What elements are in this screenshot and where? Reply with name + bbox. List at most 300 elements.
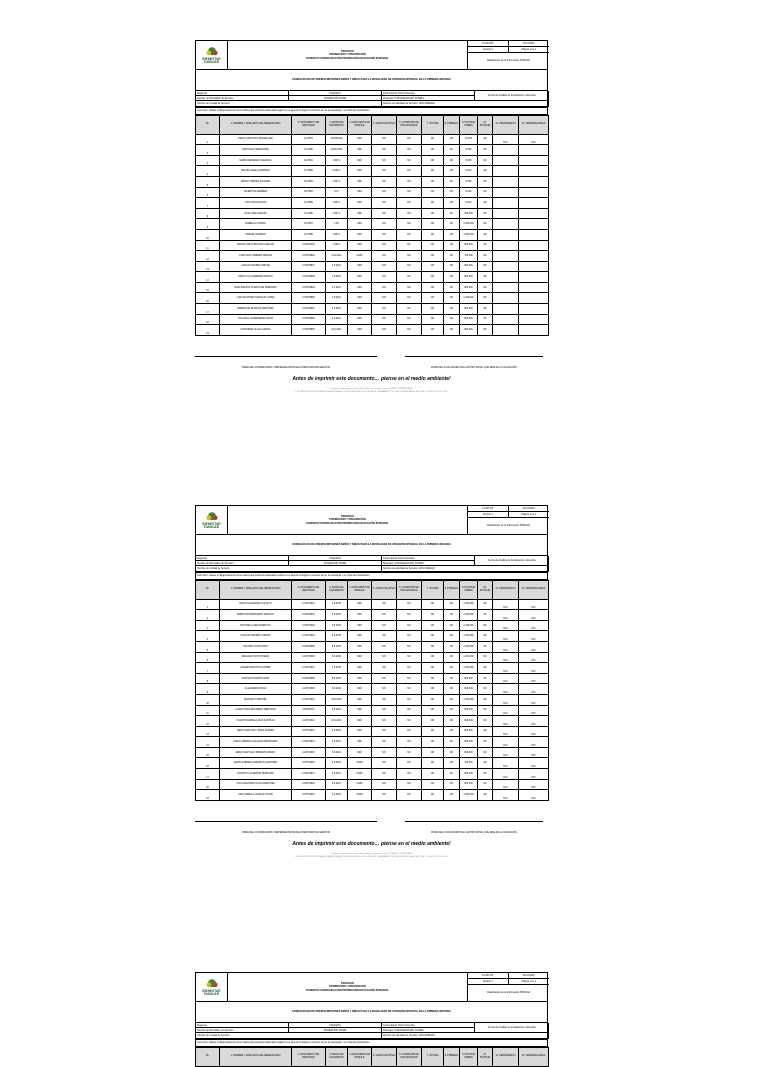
table-cell: NINI — [348, 620, 372, 631]
row-number: 15 — [196, 747, 220, 758]
operador-label: Nombre del Prestador del Servicio — [196, 1028, 289, 1033]
column-header: 4. DESCUENTO DE PROFILE — [348, 1047, 372, 1066]
table-cell: NO — [397, 663, 422, 674]
table-cell: NO — [444, 747, 460, 758]
table-cell — [493, 176, 519, 187]
table-cell: 800.000 — [460, 726, 478, 737]
table-cell: NO — [372, 293, 397, 304]
table-cell: NO — [397, 610, 422, 621]
table-cell: NO — [422, 599, 444, 610]
info-grid — [195, 1023, 548, 1040]
column-header: 6. CONDICIÓN DE DISCAPACIDAD — [397, 580, 422, 599]
table-cell: NO — [493, 631, 519, 642]
table-cell: NO — [478, 620, 493, 631]
table-cell: NO — [397, 726, 422, 737]
format-title: FORMATO CONSOLIDACIÓN PROMOCIÓN EDUCACIÓN INTEGRAL — [305, 988, 390, 992]
table-cell: NO — [478, 272, 493, 283]
table-cell: NO — [422, 779, 444, 790]
process-label: PROCESO — [341, 49, 354, 53]
table-row — [196, 176, 549, 187]
table-cell: 4.8.2019 — [326, 631, 348, 642]
table-cell: CNAP — [348, 779, 372, 790]
table-cell: 1.807.1 — [326, 208, 348, 219]
table-cell: NO — [519, 747, 549, 758]
column-header: 9. PUNTAJE SISBEN — [460, 115, 478, 134]
table-cell: NO — [422, 673, 444, 684]
table-cell: NO — [422, 726, 444, 737]
format-title: FORMATO CONSOLIDACIÓN PROMOCIÓN EDUCACIÓN INTEGRAL — [305, 56, 390, 60]
table-cell: NO — [397, 684, 422, 695]
table-cell: 800.000 — [460, 325, 478, 336]
header-meta — [468, 506, 549, 534]
table-cell: NO — [397, 134, 422, 145]
table-cell: 2.001.2 — [326, 166, 348, 177]
table-cell: NO — [397, 208, 422, 219]
table-cell: NO — [422, 747, 444, 758]
regional-value: CAQUETÁ — [289, 91, 382, 96]
table-cell: 1117882 — [292, 166, 326, 177]
row-number: 1 — [196, 599, 220, 610]
table-cell: NO — [444, 304, 460, 315]
row-number: 13 — [196, 726, 220, 737]
header-title-block — [228, 41, 468, 69]
column-header: 9. PUNTAJE SISBEN — [460, 580, 478, 599]
table-cell: 9.8.2019 — [326, 684, 348, 695]
column-header: 7. VÍCTIMA — [422, 115, 444, 134]
table-cell: NO — [422, 758, 444, 769]
table-cell: NO — [422, 663, 444, 674]
table-cell: NO — [478, 652, 493, 663]
row-number: 7 — [196, 663, 220, 674]
table-cell: NO — [478, 737, 493, 748]
header-meta — [468, 973, 549, 1001]
table-cell — [519, 229, 549, 240]
table-cell — [519, 187, 549, 198]
row-number: 14 — [196, 272, 220, 283]
beneficiary-name: NICOLAS ANDRÉS CUESTA — [220, 631, 292, 642]
table-cell: 23.4.2021 — [326, 325, 348, 336]
document-header — [195, 972, 548, 1002]
table-cell: NINI — [348, 641, 372, 652]
beneficiary-name: YUDI VALENTINA OLAYA MARTÍNEZ — [220, 779, 292, 790]
table-cell: NINI — [348, 198, 372, 209]
beneficiary-name: DIEGO LIBARDO SALAZAR HERNÁNDEZ — [220, 737, 292, 748]
row-number: 1 — [196, 134, 220, 145]
table-cell: NO — [397, 176, 422, 187]
beneficiary-name: DANNA LISETH MOLINA CUELLAR — [220, 240, 292, 251]
instructions-note: Instructivo: Indique el diligenciamiento de los datos para productos planteados registro a en atención integral en servicios de ser de descargar o en cifras de Focalización. — [195, 108, 548, 115]
table-row — [196, 684, 549, 695]
table-cell: NINI — [348, 304, 372, 315]
table-row — [196, 145, 549, 156]
table-header-row — [196, 115, 549, 134]
column-header: 9. PUNTAJE SISBEN — [460, 1047, 478, 1066]
table-cell: 1117879003 — [292, 620, 326, 631]
format-title: FORMATO CONSOLIDACIÓN PROMOCIÓN EDUCACIÓN INTEGRAL — [305, 521, 390, 525]
table-cell: 1.200.000 — [460, 620, 478, 631]
table-cell: NO — [397, 758, 422, 769]
column-header: 10. PUNTAJE — [478, 115, 493, 134]
table-cell: NO — [444, 631, 460, 642]
table-cell: NO — [478, 599, 493, 610]
beneficiary-name: MIGUEL ANGEL QUEVEDO — [220, 166, 292, 177]
column-header: 2. DOCUMENTO DE IDENTIDAD — [292, 1047, 326, 1066]
table-cell: NO — [372, 769, 397, 780]
table-cell: NO — [397, 737, 422, 748]
table-cell — [519, 176, 549, 187]
table-cell: NO — [478, 155, 493, 166]
table-cell: NO — [493, 134, 519, 145]
table-cell: NO — [397, 272, 422, 283]
table-cell: 7.9.2021 — [326, 293, 348, 304]
table-cell: NO — [422, 176, 444, 187]
table-row — [196, 229, 549, 240]
beneficiary-name: MARIANA CÓRDOBA — [220, 694, 292, 705]
table-cell: NO — [519, 716, 549, 727]
row-number: 9 — [196, 219, 220, 230]
table-cell: 25/03/2019 — [326, 134, 348, 145]
table-row — [196, 758, 549, 769]
process-label: PROCESO — [341, 981, 354, 985]
table-cell: NO — [372, 145, 397, 156]
form-title: CONSOLIDADO DE PREINSCRIPCIONES NIÑOS Y NIÑAS PARA LA MODALIDAD DE ATENCIÓN INTEGRAL EN LA PRIMERA INFANCIA — [195, 535, 548, 556]
subprocess-label: PROMOCIÓN Y PREVENCIÓN — [329, 985, 366, 989]
document-header — [195, 40, 548, 70]
table-cell: 1117879008 — [292, 673, 326, 684]
table-cell: NO — [493, 599, 519, 610]
table-cell: NO — [478, 219, 493, 230]
table-cell: NO — [478, 779, 493, 790]
table-cell: NINI — [348, 145, 372, 156]
table-cell: NO — [422, 187, 444, 198]
operador-label: Nombre del Prestador del Servicio — [196, 96, 289, 101]
table-cell: NO — [478, 251, 493, 262]
table-cell: CNAP — [348, 769, 372, 780]
table-cell: NO — [372, 166, 397, 177]
table-cell: NINI — [348, 716, 372, 727]
regional-value: CAQUETÁ — [289, 556, 382, 561]
table-cell: NO — [372, 155, 397, 166]
centro-zonal: Centro Zonal: Norte Florencia — [382, 91, 475, 96]
code-label: F1.MO.PP — [468, 506, 509, 511]
table-cell: 1117879017 — [292, 769, 326, 780]
centro-zonal: Centro Zonal: Norte Florencia — [382, 556, 475, 561]
beneficiary-name: ISABELLA CASTRO — [220, 219, 292, 230]
row-number: 4 — [196, 631, 220, 642]
table-cell: NO — [422, 684, 444, 695]
table-cell: NO — [397, 240, 422, 251]
column-header: 12. OBSERVACIONES — [519, 115, 549, 134]
table-cell: 1117884 — [292, 187, 326, 198]
table-cell: NO — [372, 641, 397, 652]
table-cell: NO — [478, 261, 493, 272]
table-cell: NO — [519, 631, 549, 642]
table-cell: NO — [444, 769, 460, 780]
table-row — [196, 726, 549, 737]
table-cell: 1.200.000 — [460, 694, 478, 705]
table-cell: 800.000 — [460, 261, 478, 272]
table-cell — [493, 261, 519, 272]
table-cell — [519, 208, 549, 219]
table-cell: NINI — [348, 747, 372, 758]
regional-label: Regional — [196, 1023, 289, 1028]
row-number: 15 — [196, 282, 220, 293]
column-header: 5. GRUPO DE ÉTNIA — [372, 580, 397, 599]
table-cell — [519, 282, 549, 293]
table-cell: 1117879019 — [292, 790, 326, 801]
row-number: 6 — [196, 187, 220, 198]
operador-label: Nombre del Prestador del Servicio — [196, 561, 289, 566]
table-cell — [493, 198, 519, 209]
table-cell: NO — [444, 325, 460, 336]
operador-value: FUNDACION CIPRE — [289, 561, 382, 566]
table-row — [196, 198, 549, 209]
table-cell: NO — [397, 716, 422, 727]
table-cell: NO — [372, 620, 397, 631]
version-label: Versión 4 — [468, 979, 509, 984]
signature-area — [195, 801, 548, 861]
page-label: Página 1 de 1 — [521, 980, 537, 983]
table-row — [196, 134, 549, 145]
table-cell: NINI — [348, 134, 372, 145]
unidad-label: Nombre de Unidad de Servicio — [196, 566, 382, 571]
beneficiary-name: ANA ISABELLA VARGAS TOVAR — [220, 790, 292, 801]
centro-zonal: Centro Zonal: Norte Florencia — [382, 1023, 475, 1028]
table-cell: NO — [372, 673, 397, 684]
table-cell: NO — [493, 779, 519, 790]
row-number: 6 — [196, 652, 220, 663]
table-cell: NINI — [348, 673, 372, 684]
table-row — [196, 631, 549, 642]
table-cell: NO — [493, 790, 519, 801]
beneficiary-name: JUAN JOSÉ VARGAS — [220, 208, 292, 219]
table-cell: 800.000 — [460, 737, 478, 748]
table-cell: 1117885 — [292, 198, 326, 209]
table-cell: NO — [422, 229, 444, 240]
column-header: 4. DESCUENTO DE PROFILE — [348, 115, 372, 134]
table-cell: NINI — [348, 208, 372, 219]
table-cell: NO — [493, 726, 519, 737]
table-cell: 15.0 — [326, 187, 348, 198]
table-row — [196, 716, 549, 727]
table-cell: NO — [493, 716, 519, 727]
table-cell: NO — [444, 652, 460, 663]
table-cell: NO — [372, 726, 397, 737]
table-cell: 1117879005 — [292, 641, 326, 652]
table-cell: NO — [519, 779, 549, 790]
table-cell: 1117879850 — [292, 293, 326, 304]
row-number: 16 — [196, 758, 220, 769]
table-cell: 1117879014 — [292, 737, 326, 748]
signature-coordinator: FIRMA DEL COORDINADOR O REPRESENTANTE DEL PRESTADOR DE SERVICIO — [195, 821, 377, 834]
column-header: 1. NOMBRE Y APELLIDOS DEL BENEFICIARIO — [220, 580, 292, 599]
row-number: 3 — [196, 620, 220, 631]
table-cell: 1.4.2021 — [326, 282, 348, 293]
column-header: No. — [196, 1047, 220, 1066]
table-cell: NO — [372, 198, 397, 209]
table-cell: 1.200.000 — [460, 790, 478, 801]
header-meta — [468, 41, 549, 69]
table-cell: NO — [372, 229, 397, 240]
table-cell: NO — [422, 631, 444, 642]
beneficiary-name: DIEGO SANTIAGO RODRIGUEZ — [220, 134, 292, 145]
eco-note: Antes de imprimir este documento… piense en el medio ambiente! — [292, 840, 451, 847]
table-row — [196, 652, 549, 663]
table-cell: NO — [372, 737, 397, 748]
table-cell — [493, 229, 519, 240]
table-cell: NO — [444, 155, 460, 166]
table-cell: NO — [444, 684, 460, 695]
table-cell: NO — [422, 272, 444, 283]
row-number: 3 — [196, 155, 220, 166]
table-cell: NO — [372, 187, 397, 198]
table-row — [196, 325, 549, 336]
table-cell: NO — [397, 155, 422, 166]
page-label: Página 1 de 1 — [521, 513, 537, 516]
table-cell: NINI — [348, 663, 372, 674]
table-cell: 900.000 — [460, 684, 478, 695]
operador-value: FUNDACION CIPRE — [289, 1028, 382, 1033]
row-number: 2 — [196, 145, 220, 156]
table-cell: 800.000 — [460, 705, 478, 716]
table-row — [196, 272, 549, 283]
instructions-note: Instructivo: Indique el diligenciamiento de los datos para productos planteados registro a en atención integral en servicios de ser de descargar o en cifras de Focalización. — [195, 573, 548, 580]
table-cell: NO — [478, 790, 493, 801]
table-cell: NO — [422, 240, 444, 251]
table-cell: 3.8.2021 — [326, 705, 348, 716]
row-number: 2 — [196, 610, 220, 621]
table-cell: NO — [444, 293, 460, 304]
table-cell: NO — [397, 198, 422, 209]
table-cell: NO — [444, 620, 460, 631]
table-cell: 5.8.2019 — [326, 641, 348, 652]
table-cell: NO — [493, 694, 519, 705]
table-cell: NO — [478, 641, 493, 652]
beneficiary-name: SOFIA ALEJANDRA CASTILLO — [220, 599, 292, 610]
table-cell: NINI — [348, 705, 372, 716]
table-cell: 1117879852 — [292, 314, 326, 325]
table-cell: NO — [478, 187, 493, 198]
eco-note: Antes de imprimir este documento… piense en el medio ambiente! — [292, 375, 451, 382]
table-cell: NINI — [348, 293, 372, 304]
table-cell: NINI — [348, 229, 372, 240]
logo — [196, 41, 228, 69]
table-cell: NO — [478, 610, 493, 621]
table-cell: 800.000 — [460, 779, 478, 790]
table-cell: NINI — [348, 219, 372, 230]
beneficiary-name: JOSÉ SAÚL JIMÉNEZ VARGAS — [220, 251, 292, 262]
table-cell: 3.8.2021 — [326, 747, 348, 758]
table-cell: 10.000 — [460, 134, 478, 145]
table-cell — [519, 325, 549, 336]
document-page-1 — [195, 40, 548, 396]
table-cell — [493, 145, 519, 156]
row-number: 18 — [196, 314, 220, 325]
table-row — [196, 737, 549, 748]
table-cell: NO — [397, 229, 422, 240]
table-cell: NO — [372, 176, 397, 187]
table-cell: NINI — [348, 684, 372, 695]
table-row — [196, 694, 549, 705]
table-cell: 4.8.2021 — [326, 779, 348, 790]
header-title-block — [228, 506, 468, 534]
table-cell: NO — [493, 641, 519, 652]
table-cell: NO — [397, 631, 422, 642]
table-cell: 720.000 — [460, 251, 478, 262]
table-cell: NO — [397, 652, 422, 663]
table-cell: NO — [444, 251, 460, 262]
table-cell: 300.000 — [460, 208, 478, 219]
table-cell: NO — [444, 176, 460, 187]
table-cell: NO — [422, 314, 444, 325]
table-cell: 1117879009 — [292, 684, 326, 695]
table-cell: 1.3.2021 — [326, 304, 348, 315]
row-number: 14 — [196, 737, 220, 748]
table-cell: NO — [372, 599, 397, 610]
table-cell: NO — [422, 166, 444, 177]
table-cell: NO — [422, 694, 444, 705]
table-cell: NINI — [348, 282, 372, 293]
table-cell: NO — [422, 261, 444, 272]
document-header — [195, 505, 548, 535]
table-cell: 1.807.1 — [326, 229, 348, 240]
table-cell: CNAP — [348, 251, 372, 262]
municipio: Municipio: CARTAGENA DEL CHAIRA — [382, 1028, 475, 1033]
table-cell: NO — [372, 705, 397, 716]
table-cell: NO — [444, 779, 460, 790]
table-cell: 1.6.2021 — [326, 314, 348, 325]
table-cell: NO — [444, 208, 460, 219]
table-row — [196, 705, 549, 716]
table-cell: 1.200.000 — [460, 610, 478, 621]
classification: Clasificación de la Información PÚBLICA — [486, 524, 531, 528]
table-cell: NO — [444, 261, 460, 272]
table-cell: NINI — [348, 240, 372, 251]
table-cell: NO — [397, 282, 422, 293]
table-cell: 1.8.2021 — [326, 726, 348, 737]
table-row — [196, 673, 549, 684]
subprocess-label: PROMOCIÓN Y PREVENCIÓN — [329, 518, 366, 522]
table-row — [196, 219, 549, 230]
table-cell: NO — [422, 769, 444, 780]
table-cell: NO — [519, 726, 549, 737]
table-cell: NO — [372, 325, 397, 336]
table-cell: 16/11/2020 — [326, 145, 348, 156]
table-cell: NO — [397, 293, 422, 304]
table-cell: NO — [422, 155, 444, 166]
table-cell: 1.807.1 — [326, 198, 348, 209]
table-cell: NINI — [348, 187, 372, 198]
table-cell: 900.000 — [460, 716, 478, 727]
table-cell: 1.6.2021 — [326, 737, 348, 748]
table-cell: NO — [397, 641, 422, 652]
column-header: 12. OBSERVACIONES — [519, 1047, 549, 1066]
beneficiary-name: ANTONELLA MEJIA BEDOYA — [220, 620, 292, 631]
beneficiaries-table — [195, 580, 549, 801]
table-cell: NO — [493, 684, 519, 695]
table-cell: NO — [444, 726, 460, 737]
beneficiary-name: DONATTA CALDERÓN PERDOMO — [220, 769, 292, 780]
table-cell: NO — [444, 758, 460, 769]
process-label: PROCESO — [341, 514, 354, 518]
table-cell: NO — [444, 145, 460, 156]
table-cell: NO — [397, 145, 422, 156]
table-row — [196, 240, 549, 251]
beneficiary-name: ERICK SANTIAGO PIMIENTA PARDO — [220, 747, 292, 758]
beneficiary-name: SAMUEL MORENO — [220, 229, 292, 240]
table-cell: 1117879001 — [292, 599, 326, 610]
table-cell — [493, 314, 519, 325]
